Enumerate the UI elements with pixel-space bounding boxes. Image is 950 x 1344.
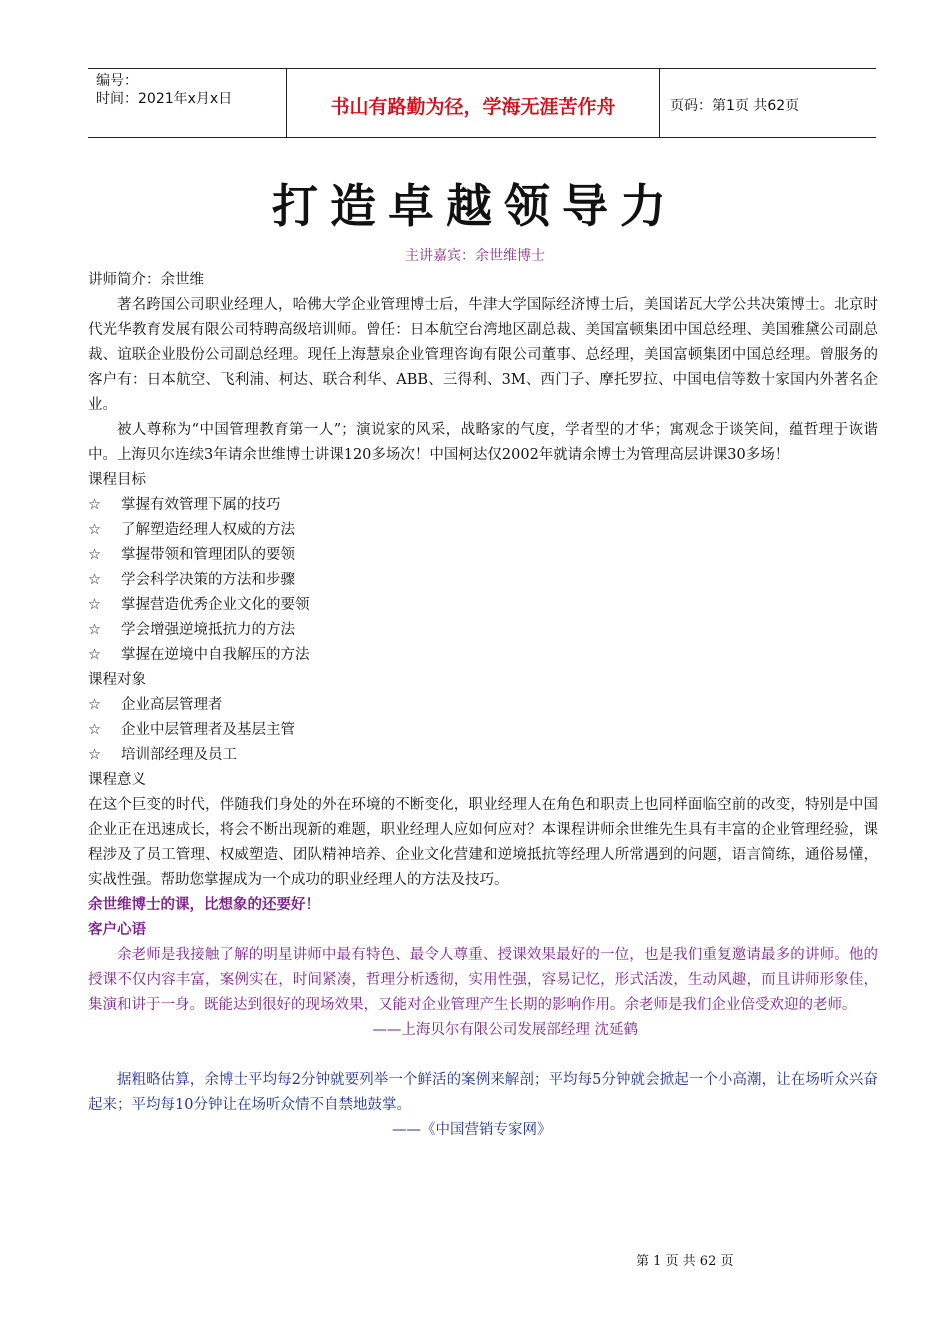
goal-text: 掌握营造优秀企业文化的要领 (121, 597, 310, 613)
meaning-paragraph: 在这个巨变的时代，伴随我们身处的外在环境的不断变化，职业经理人在角色和职责上也同样面临空前的改变，特别是中国企业正在迅速成长，将会不断出现新的难题，职业经理人应如何应对？本课程讲师余世维先生具有丰富的企业管理经验，课程涉及了员工管理、权威塑造、团队精神培养、企业文化营建和逆境抵抗等经理人所常遇到的问题，语言简练，通俗易懂，实战性强。帮助您掌握成为一个成功的职业经理人的方法及技巧。 (88, 797, 878, 888)
star-icon: ☆ (88, 647, 101, 663)
header-motto: 书山有路勤为径，学海无涯苦作舟 (286, 69, 660, 137)
header-page-label: 页码：第1页 共62页 (670, 98, 800, 114)
testimonials-heading: 客户心语 (88, 922, 146, 938)
bio-heading: 讲师简介：余世维 (88, 272, 204, 288)
slogan: 余世维博士的课，比想象的还要好！ (88, 897, 320, 913)
star-icon: ☆ (88, 497, 101, 513)
page-header (88, 68, 876, 138)
star-icon: ☆ (88, 747, 101, 763)
goal-text: 掌握有效管理下属的技巧 (121, 497, 281, 513)
star-icon: ☆ (88, 597, 101, 613)
list-item (88, 743, 878, 768)
goal-text: 掌握在逆境中自我解压的方法 (121, 647, 310, 663)
list-item (88, 543, 878, 568)
list-item (88, 693, 878, 718)
meaning-heading: 课程意义 (88, 772, 146, 788)
audience-heading: 课程对象 (88, 672, 146, 688)
goal-text: 掌握带领和管理团队的要领 (121, 547, 295, 563)
star-icon: ☆ (88, 547, 101, 563)
document-title: 打造卓越领导力 (272, 179, 678, 233)
number-label: 编号： (96, 73, 138, 89)
spacer (88, 1043, 878, 1068)
star-icon: ☆ (88, 572, 101, 588)
page-footer: 第 1 页 共 62 页 (636, 1254, 734, 1269)
testimonial-signature-2: ——《中国营销专家网》 (392, 1122, 552, 1138)
goal-text: 了解塑造经理人权威的方法 (121, 522, 295, 538)
star-icon: ☆ (88, 722, 101, 738)
bio-paragraph-1: 著名跨国公司职业经理人，哈佛大学企业管理博士后，牛津大学国际经济博士后，美国诺瓦大学公共决策博士。北京时代光华教育发展有限公司特聘高级培训师。曾任：日本航空台湾地区副总裁、美国富顿集团中国总经理、美国雅黛公司副总裁、谊联企业股份公司副总经理。现任上海慧泉企业管理咨询有限公司董事、总经理，美国富顿集团中国总经理。曾服务的客户有：日本航空、飞利浦、柯达、联合利华、ABB、三得利、3M、西门子、摩托罗拉、中国电信等数十家国内外著名企业。 (88, 297, 878, 413)
speaker-line: 主讲嘉宾：余世维博士 (405, 248, 545, 264)
audience-text: 企业中层管理者及基层主管 (121, 722, 295, 738)
list-item (88, 618, 878, 643)
list-item (88, 518, 878, 543)
document-body (88, 268, 878, 1143)
goal-text: 学会科学决策的方法和步骤 (121, 572, 295, 588)
star-icon: ☆ (88, 622, 101, 638)
testimonial-quote-1: 余老师是我接触了解的明星讲师中最有特色、最令人尊重、授课效果最好的一位，也是我们重复邀请最多的讲师。他的授课不仅内容丰富，案例实在，时间紧凑，哲理分析透彻，实用性强，容易记忆，形式活泼，生动风趣，而且讲师形象佳，集演和讲于一身。既能达到很好的现场效果，又能对企业管理产生长期的影响作用。余老师是我们企业倍受欢迎的老师。 (88, 947, 878, 1013)
bio-paragraph-2: 被人尊称为“中国管理教育第一人”；演说家的风采，战略家的气度，学者型的才华；寓观念于谈笑间，蕴哲理于诙谐中。上海贝尔连续3年请余世维博士讲课120多场次！中国柯达仅2002年就请余博士为管理高层讲课30多场！ (88, 422, 878, 463)
list-item (88, 568, 878, 593)
time-label: 时间：2021年x月x日 (96, 91, 233, 107)
star-icon: ☆ (88, 697, 101, 713)
list-item (88, 643, 878, 668)
testimonial-signature-1: ——上海贝尔有限公司发展部经理 沈延鹤 (372, 1022, 638, 1038)
audience-text: 培训部经理及员工 (121, 747, 237, 763)
star-icon: ☆ (88, 522, 101, 538)
testimonial-quote-2: 据粗略估算，余博士平均每2分钟就要列举一个鲜活的案例来解剖；平均每5分钟就会掀起一个小高潮，让在场听众兴奋起来；平均每10分钟让在场听众情不自禁地鼓掌。 (88, 1072, 878, 1113)
goal-text: 学会增强逆境抵抗力的方法 (121, 622, 295, 638)
list-item (88, 718, 878, 743)
list-item (88, 593, 878, 618)
goals-heading: 课程目标 (88, 472, 146, 488)
audience-text: 企业高层管理者 (121, 697, 223, 713)
list-item (88, 493, 878, 518)
header-info (88, 69, 286, 137)
